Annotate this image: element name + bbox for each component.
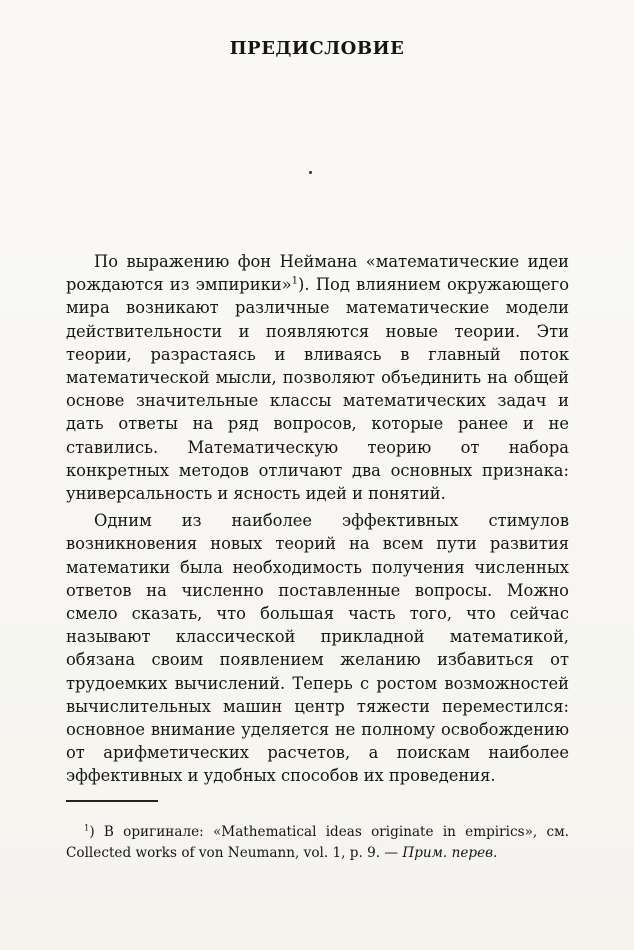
page-title: ПРЕДИСЛОВИЕ bbox=[229, 38, 405, 59]
footnote-mark: 1 bbox=[84, 822, 90, 833]
paragraph-2 bbox=[66, 509, 569, 787]
paragraph-1-text-end: ). Под влиянием окружающего мира возникают различные математические модели действительности и появляются новые теории. Эти теории, разрастаясь и вливаясь в главный поток математической мысли, позволяют объединить на общей основе значительные классы математических задач и дать ответы на ряд вопросов, которые ранее и не ставились. Математическую теорию от набора конкретных методов отличают два основных признака: универсальность и ясность идей и понятий. bbox=[66, 275, 569, 504]
body-text bbox=[66, 250, 569, 788]
footnote-note: Прим. перев. bbox=[402, 845, 498, 861]
footnote-reference: 1 bbox=[291, 275, 298, 287]
paragraph-1 bbox=[66, 250, 569, 505]
footnote bbox=[66, 822, 569, 864]
paragraph-1-text-start: По выражению фон Неймана «математические идеи рождаются из эмпирики» bbox=[66, 252, 569, 295]
ornament-dot bbox=[309, 171, 312, 174]
footnote-separator bbox=[66, 800, 158, 802]
paragraph-2-text: Одним из наиболее эффективных стимулов возникновения новых теорий на всем пути развития математики была необходимость получения численных ответов на численно поставленные вопросы. Можно смело сказать, что большая часть того, что сейчас называют классической прикладной математикой, обязана своим появлением желанию избавиться от трудоемких вычислений. Теперь с ростом возможностей вычислительных машин центр тяжести переместился: основное внимание уделяется не полному освобождению от арифметических расчетов, а поискам наиболее эффективных и удобных способов их проведения. bbox=[66, 511, 569, 786]
footnote-text: ) В оригинале: «Mathematical ideas originate in empirics», см. Collected works of von Neumann, vol. 1, p. 9. — bbox=[66, 824, 569, 861]
